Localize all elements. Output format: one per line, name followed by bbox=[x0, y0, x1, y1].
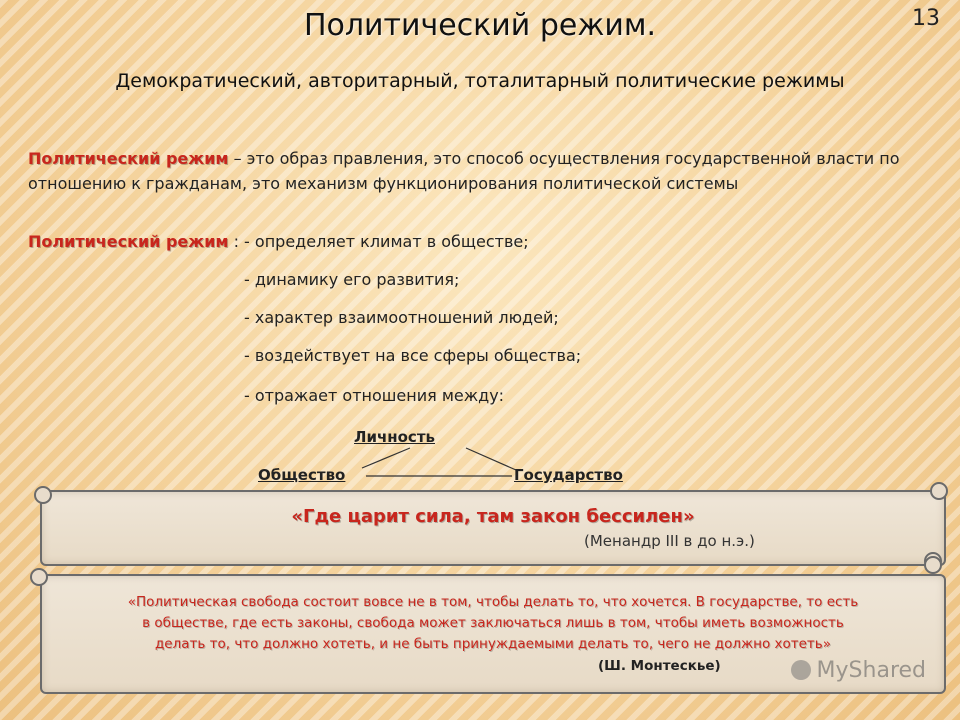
definition-text: – это образ правления, это способ осуществления государственной власти по отношению к гражданам, это механизм функционирования политической системы bbox=[28, 149, 900, 193]
watermark bbox=[791, 658, 926, 683]
functions-term: Политический режим bbox=[28, 232, 229, 251]
quote-2-line: «Политическая свобода состоит вовсе не в том, чтобы делать то, что хочется. В государстве, то есть bbox=[127, 594, 859, 610]
diagram-society: Общество bbox=[258, 466, 346, 484]
line-person-society bbox=[362, 448, 410, 468]
function-item: - динамику его развития; bbox=[244, 270, 460, 289]
function-item: - характер взаимоотношений людей; bbox=[244, 308, 559, 327]
watermark-text: MyShared bbox=[816, 658, 926, 683]
diagram-person: Личность bbox=[354, 428, 436, 446]
slide-number: 13 bbox=[912, 6, 940, 31]
slide-title: Политический режим. bbox=[303, 8, 657, 43]
scroll-curl-icon bbox=[30, 568, 48, 586]
diagram-state: Государство bbox=[514, 466, 623, 484]
functions-lead: : - определяет климат в обществе; bbox=[228, 232, 529, 251]
slide-subtitle: Демократический, авторитарный, тоталитарный политические режимы bbox=[115, 70, 845, 92]
quote-2-line: в обществе, где есть законы, свобода может заключаться лишь в том, чтобы иметь возможность bbox=[142, 615, 844, 631]
quote-1-author: (Менандр III в до н.э.) bbox=[584, 532, 755, 550]
scroll-curl-icon bbox=[930, 482, 948, 500]
watermark-logo-icon bbox=[791, 660, 811, 680]
quote-1-text: «Где царит сила, там закон бессилен» bbox=[291, 506, 695, 527]
function-item: - отражает отношения между: bbox=[244, 386, 505, 405]
function-item: - воздействует на все сферы общества; bbox=[244, 346, 582, 365]
scroll-curl-icon bbox=[924, 556, 942, 574]
line-person-state bbox=[466, 448, 516, 470]
definition-term: Политический режим bbox=[28, 149, 229, 168]
scroll-curl-icon bbox=[34, 486, 52, 504]
quote-scroll-1 bbox=[40, 490, 946, 566]
quote-2-line: делать то, что должно хотеть, и не быть принуждаемыми делать то, чего не должно хотеть» bbox=[154, 636, 832, 652]
quote-2-author: (Ш. Монтескье) bbox=[598, 658, 721, 674]
